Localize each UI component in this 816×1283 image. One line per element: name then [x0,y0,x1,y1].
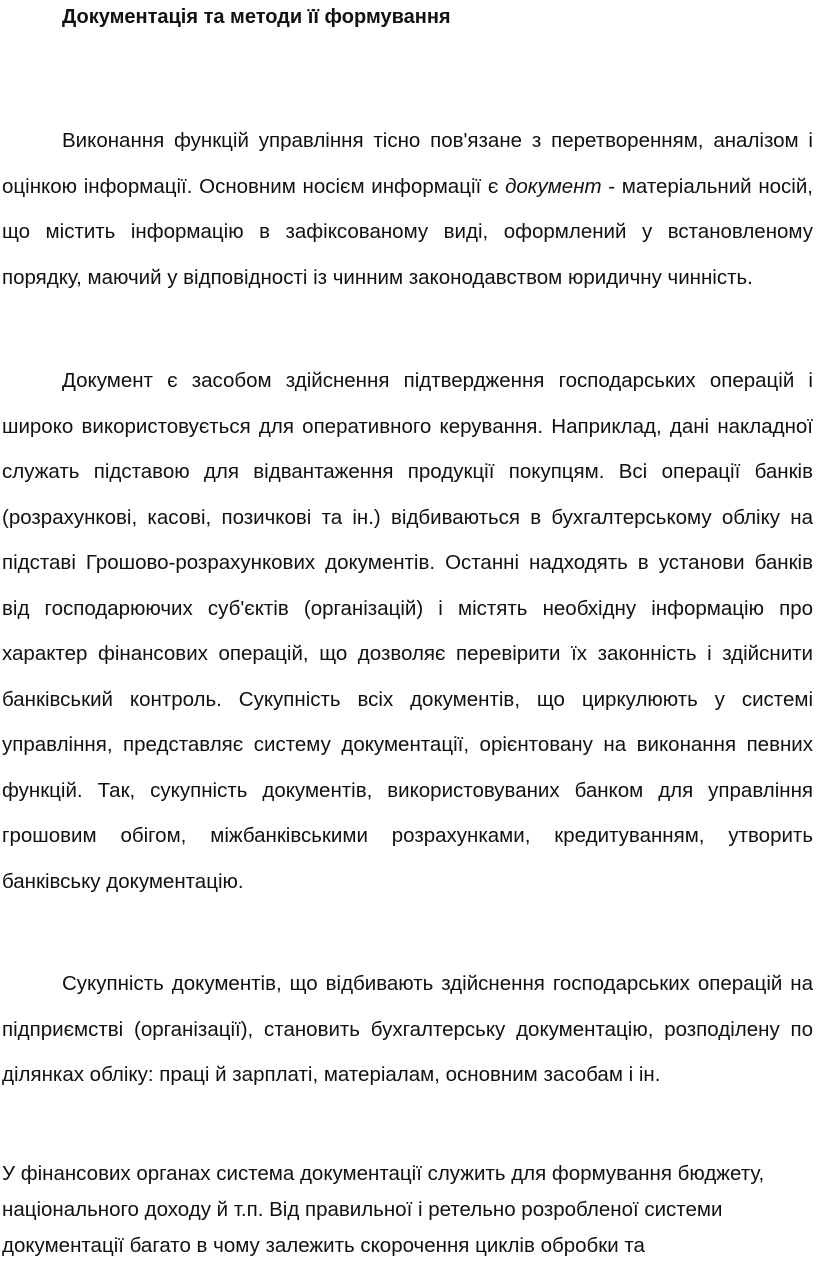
document-title: Документація та методи її формування [62,6,451,28]
paragraph-1-text-end: - матеріальний носій, що містить інформацію в зафіксованому виді, оформлений у встановленому порядку, маючий у відповідності із чинним законодавством юридичну чинність. [2,174,813,289]
paragraph-3: Сукупність документів, що відбивають здійснення господарських операцій на підприємстві (організації), становить бухгалтерську документацію, розподілену по ділянках обліку: праці й зарплаті, матеріалам, основним засобам і ін. [2,972,813,1086]
paragraph-2: Документ є засобом здійснення підтвердження господарських операцій і широко використовується для оперативного керування. Наприклад, дані накладної служать підставою для відвантаження продукції покупцям. Всі операції банків (розрахункові, касові, позичкові та ін.) відбиваються в бухгалтерському обліку на підставі Грошово-розрахункових документів. Останні надходять в установи банків від господарюючих суб'єктів (організацій) і містять необхідну інформацію про характер фінансових операцій, що дозволяє перевірити їх законність і здійснити банківський контроль. Сукупність всіх документів, що циркулюють у системі управління, представляє систему документації, орієнтовану на виконання певних функцій. Так, сукупність документів, використовуваних банком для управління грошовим обігом, міжбанківськими розрахунками, кредитуванням, утворить банківську документацію. [2,369,813,893]
paragraph-1 [2,118,813,300]
paragraph-4: У фінансових органах система документації служить для формування бюджету, національного доходу й т.п. Від правильної і ретельно розробленої системи документації багато в чому залежить скорочення циклів обробки та [2,1162,765,1257]
paragraph-1-text-start: Виконання функцій управління тісно пов'язане з перетворенням, аналізом і оцінкою інформації. Основним носієм информації є [2,129,813,198]
paragraph-1-emphasis: документ [505,174,602,198]
